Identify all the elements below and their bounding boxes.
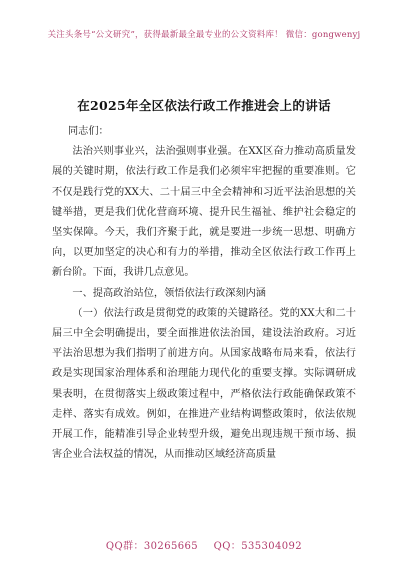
- footer-qq: QQ：535304092: [213, 541, 303, 552]
- document-body: [52, 116, 356, 465]
- section-heading-1: 一、提高政治站位，领悟依法行政深刻内涵: [72, 287, 266, 299]
- salutation: 同志们：: [68, 126, 109, 137]
- document-title: 在2025年全区依法行政工作推进会上的讲话: [77, 98, 331, 113]
- header-promo-note: 关注头条号“公文研究”，获得最新最全最专业的公文资料库！ 微信：gongwenyj: [47, 30, 361, 40]
- footer-contact-note: [0, 537, 408, 552]
- body-paragraph-2: （一）依法行政是贯彻党的政策的关键路径。党的XX大和二十届三中全会明确提出，要全面推进依法治国，建设法治政府。习近平法治思想为我们指明了前进方向。从国家战略布局来看，依法行政是实现国家治理体系和治理能力现代化的重要支撑。实际调研成果表明，在贯彻落实上级政策过程中，严格依法行政能确保政策不走样、落实有成效。例如，在推进产业结构调整政策时，依法依规开展工作，能精准引导企业转型升级，避免出现违规干预市场、损害企业合法权益的情况，从而推动区域经济高质量: [52, 307, 356, 461]
- body-paragraph-1: 法治兴则事业兴，法治强则事业强。在XX区奋力推动高质量发展的关键时期，依法行政工作是我们必须牢牢把握的重要准则。它不仅是践行党的XX大、二十届三中全会精神和习近平法治思想的关键举措，更是我们优化营商环境、提升民生福祉、维护社会稳定的坚实保障。今天，我们齐聚于此，就是要进一步统一思想、明确方向，以更加坚定的决心和有力的举措，推动全区依法行政工作再上新台阶。下面，我讲几点意见。: [52, 146, 356, 279]
- footer-qq-group: QQ群：30265665: [105, 541, 199, 552]
